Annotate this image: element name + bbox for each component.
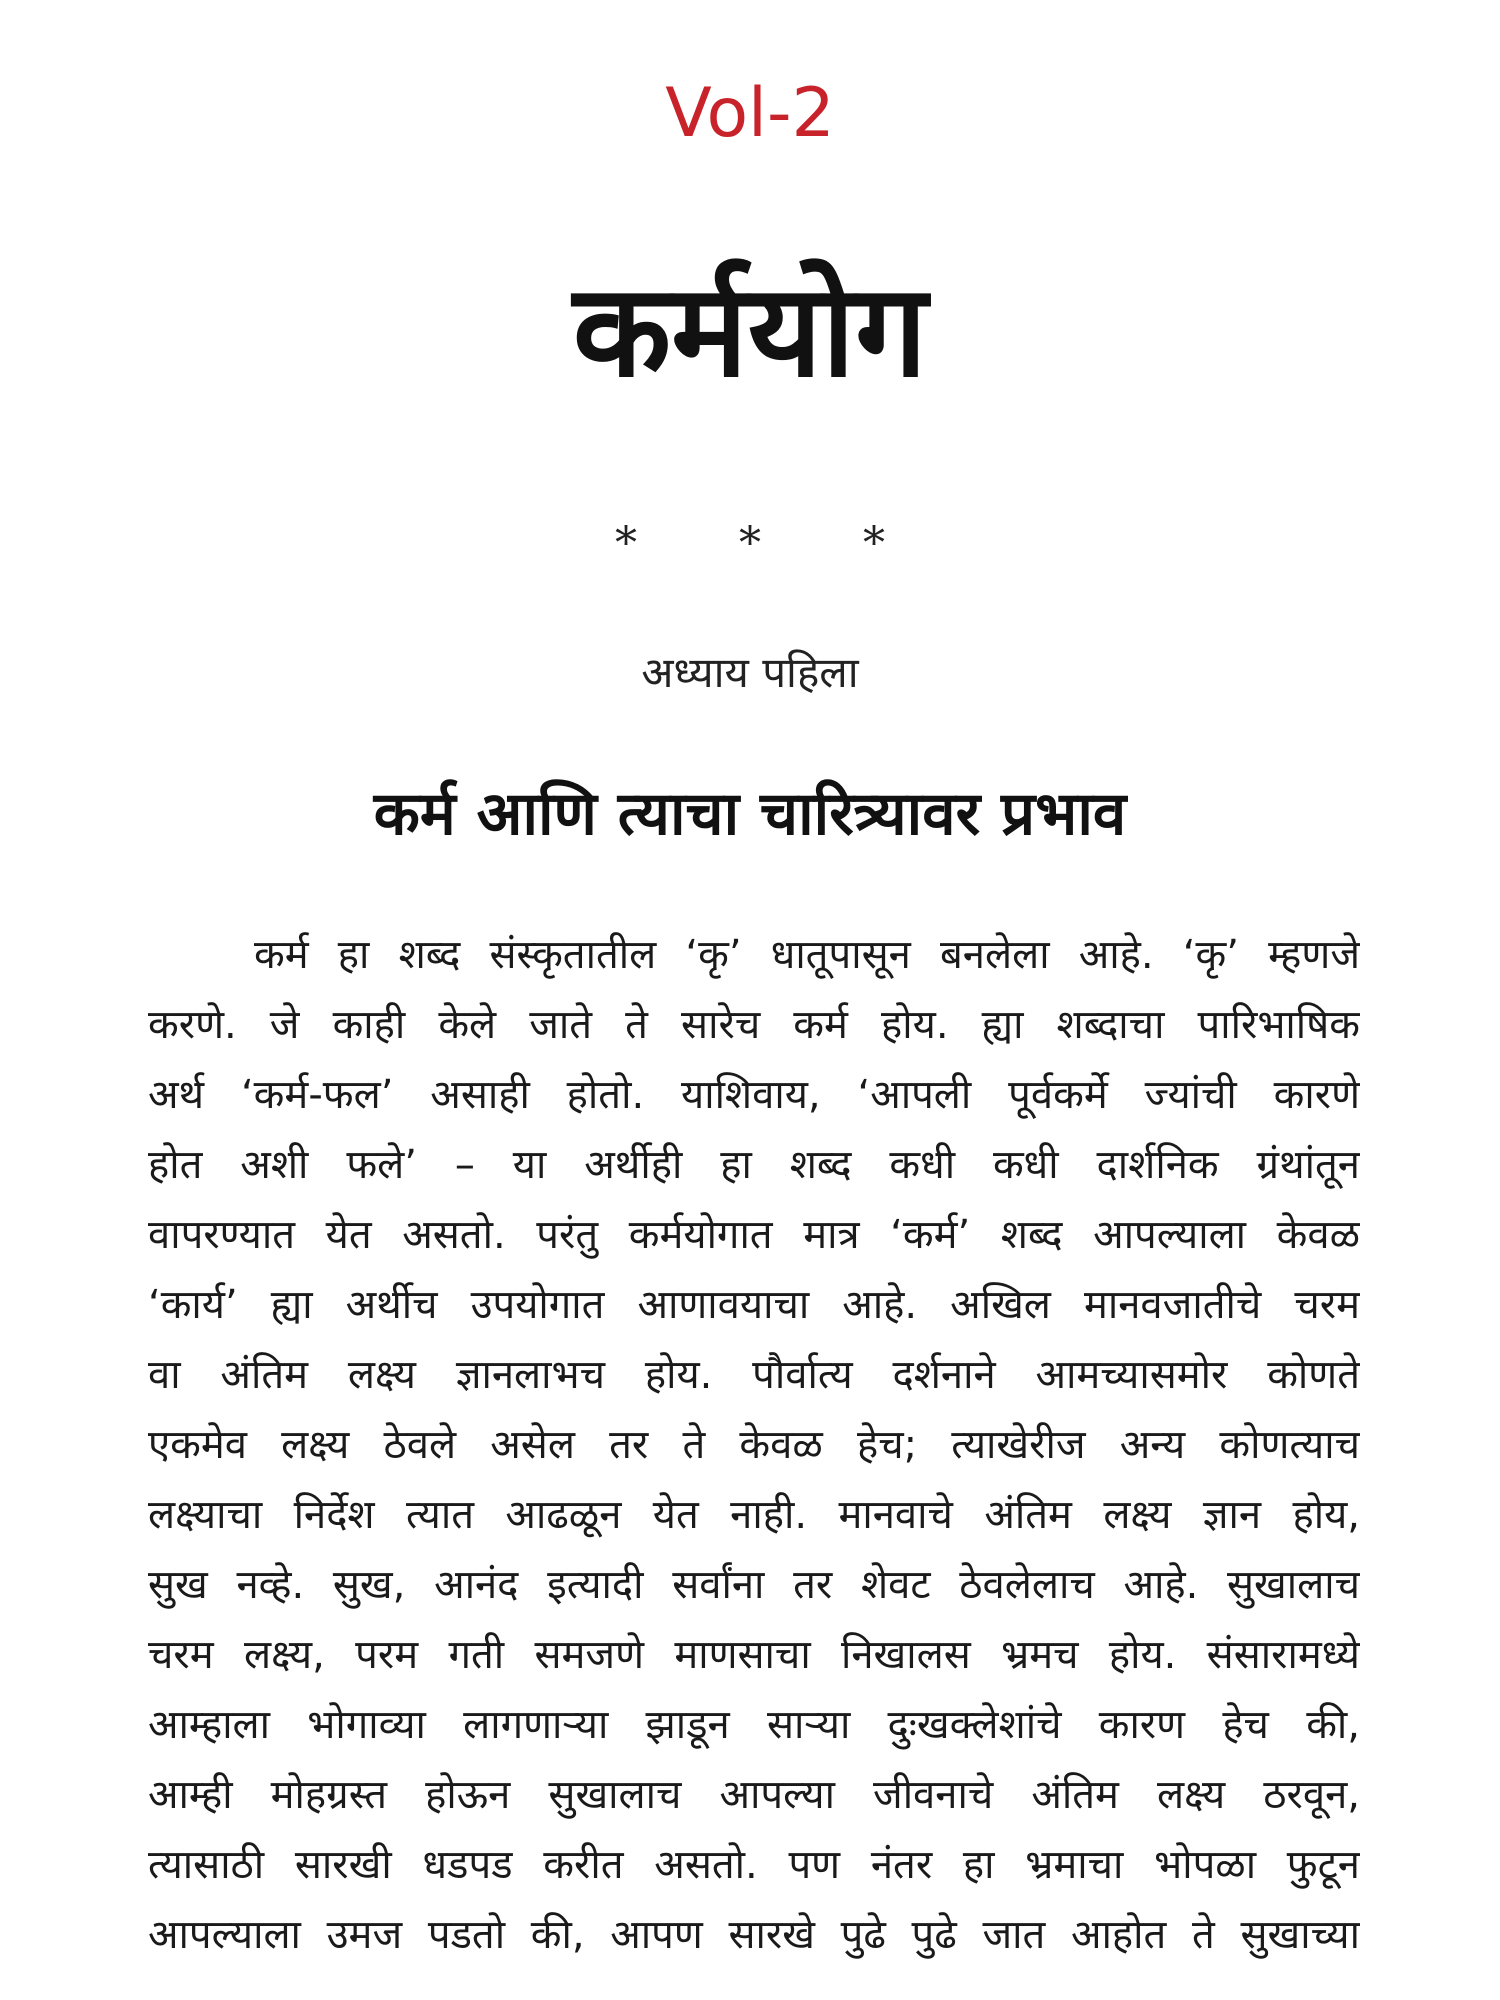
- star-separator: *: [615, 518, 637, 569]
- text-line: आम्ही मोहग्रस्त होऊन सुखालाच आपल्या जीवनाचे अंतिम लक्ष्य ठरवून,: [148, 1772, 1360, 1818]
- text-line: होत अशी फले’ – या अर्थीही हा शब्द कधी कधी दार्शनिक ग्रंथांतून: [148, 1142, 1360, 1188]
- text-line: चरम लक्ष्य, परम गती समजणे माणसाचा निखालस भ्रमच होय. संसारामध्ये: [148, 1632, 1360, 1678]
- text-line: आपल्याला उमज पडतो की, आपण सारखे पुढे पुढे जात आहोत ते सुखाच्या: [148, 1912, 1360, 1958]
- text-line: आम्हाला भोगाव्या लागणाऱ्या झाडून साऱ्या दुःखक्लेशांचे कारण हेच की,: [148, 1702, 1360, 1748]
- separator-stars: [0, 518, 1500, 569]
- text-line: त्यासाठी सारखी धडपड करीत असतो. पण नंतर हा भ्रमाचा भोपळा फुटून: [148, 1842, 1360, 1888]
- text-line: सुख नव्हे. सुख, आनंद इत्यादी सर्वांना तर शेवट ठेवलेलाच आहे. सुखालाच: [148, 1562, 1360, 1608]
- book-title: कर्मयोग: [572, 257, 928, 406]
- chapter-number: अध्याय पहिला: [641, 648, 859, 697]
- text-line: करणे. जे काही केले जाते ते सारेच कर्म होय. ह्या शब्दाचा पारिभाषिक: [148, 1002, 1360, 1048]
- star-separator: *: [739, 518, 761, 569]
- body-paragraph: [148, 920, 1360, 1970]
- text-line: लक्ष्याचा निर्देश त्यात आढळून येत नाही. मानवाचे अंतिम लक्ष्य ज्ञान होय,: [148, 1492, 1360, 1538]
- chapter-title: कर्म आणि त्याचा चारित्र्यावर प्रभाव: [373, 779, 1127, 849]
- text-line: वा अंतिम लक्ष्य ज्ञानलाभच होय. पौर्वात्य दर्शनाने आमच्यासमोर कोणते: [148, 1352, 1360, 1398]
- text-line: अर्थ ‘कर्म-फल’ असाही होतो. याशिवाय, ‘आपली पूर्वकर्मे ज्यांची कारणे: [148, 1072, 1360, 1118]
- volume-label: Vol-2: [665, 74, 835, 153]
- text-line: ‘कार्य’ ह्या अर्थीच उपयोगात आणावयाचा आहे. अखिल मानवजातीचे चरम: [148, 1282, 1360, 1328]
- text-line: कर्म हा शब्द संस्कृतातील ‘कृ’ धातूपासून बनलेला आहे. ‘कृ’ म्हणजे: [254, 932, 1360, 978]
- star-separator: *: [863, 518, 885, 569]
- text-line: एकमेव लक्ष्य ठेवले असेल तर ते केवळ हेच; त्याखेरीज अन्य कोणत्याच: [148, 1422, 1360, 1468]
- text-line: वापरण्यात येत असतो. परंतु कर्मयोगात मात्र ‘कर्म’ शब्द आपल्याला केवळ: [148, 1212, 1360, 1258]
